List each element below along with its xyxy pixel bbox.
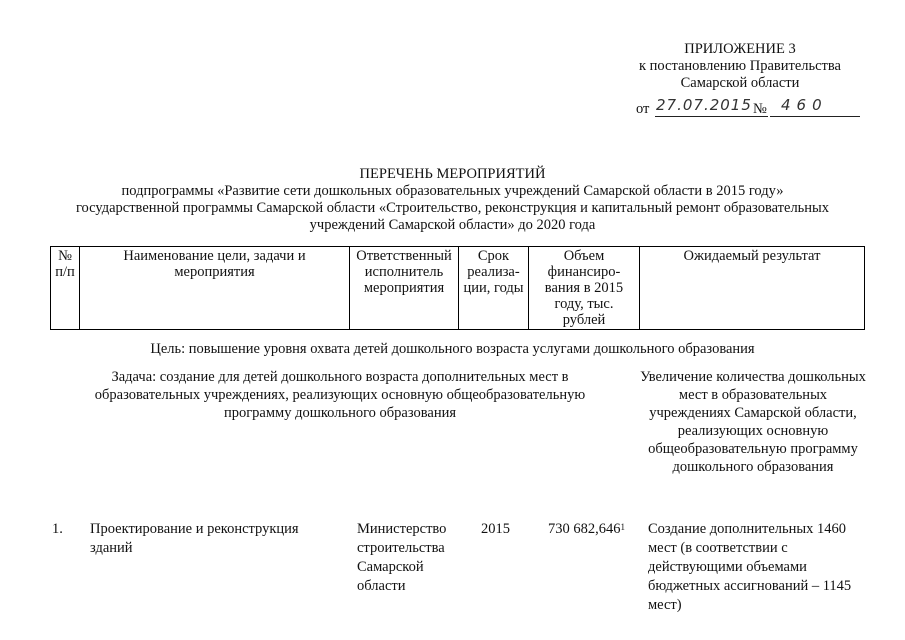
appendix-title: ПРИЛОЖЕНИЕ 3 xyxy=(684,41,796,57)
from-label: от xyxy=(636,101,650,117)
col-header-responsible: Ответственный исполнитель мероприятия xyxy=(350,247,459,330)
goal-text: Цель: повышение уровня охвата детей дошкольного возраста услугами дошкольного образования xyxy=(150,341,755,357)
number-underline xyxy=(770,116,860,117)
col-header-name: Наименование цели, задачи и мероприятия xyxy=(80,247,350,330)
task-text: Задача: создание для детей дошкольного возраста дополнительных мест в образовательных учреждениях, реализующих основную общеобразовательную программу дошкольного образования xyxy=(94,369,586,421)
appendix-line-3: Самарской области xyxy=(680,75,800,91)
row-measure-name: Проектирование и реконструкция зданий xyxy=(90,521,299,556)
row-number: 1. xyxy=(52,521,63,537)
date-underline xyxy=(655,116,768,117)
number-label: № xyxy=(753,101,767,117)
row-expected-result: Создание дополнительных 1460 мест (в соответствии с действующими объемами бюджетных ассигнований – 1145 мест) xyxy=(648,521,852,613)
decree-signature-line xyxy=(636,96,862,119)
document-title: ПЕРЕЧЕНЬ МЕРОПРИЯТИЙ xyxy=(359,166,546,182)
handwritten-date: 27.07.2015 xyxy=(656,96,752,114)
appendix-line-2: к постановлению Правительства xyxy=(639,58,841,74)
col-header-volume: Объем финансиро-вания в 2015 году, тыс. рублей xyxy=(529,247,640,330)
col-header-num: № п/п xyxy=(51,247,80,330)
row-volume xyxy=(548,520,625,539)
program-line: государственной программы Самарской области «Строительство, реконструкция и капитальный ремонт образовательных xyxy=(75,200,830,216)
program-line-2: учреждений Самарской области» до 2020 года xyxy=(309,217,596,233)
col-header-result: Ожидаемый результат xyxy=(640,247,865,330)
subprogram-line: подпрограммы «Развитие сети дошкольных образовательных учреждений Самарской области в 2015 году» xyxy=(121,183,784,199)
row-volume-value: 730 682,646 xyxy=(548,521,621,537)
row-responsible: Министерство строительства Самарской области xyxy=(357,521,447,594)
measures-table-header xyxy=(50,246,865,330)
col-header-term: Срок реализа-ции, годы xyxy=(459,247,529,330)
row-term: 2015 xyxy=(481,521,510,537)
footnote-mark: 1 xyxy=(620,522,625,532)
task-expected-result: Увеличение количества дошкольных мест в образовательных учреждениях Самарской области, реализующих основную общеобразовательную программу дошкольного образования xyxy=(640,369,866,475)
appendix-header xyxy=(620,41,860,92)
handwritten-number: 460 xyxy=(781,96,828,114)
